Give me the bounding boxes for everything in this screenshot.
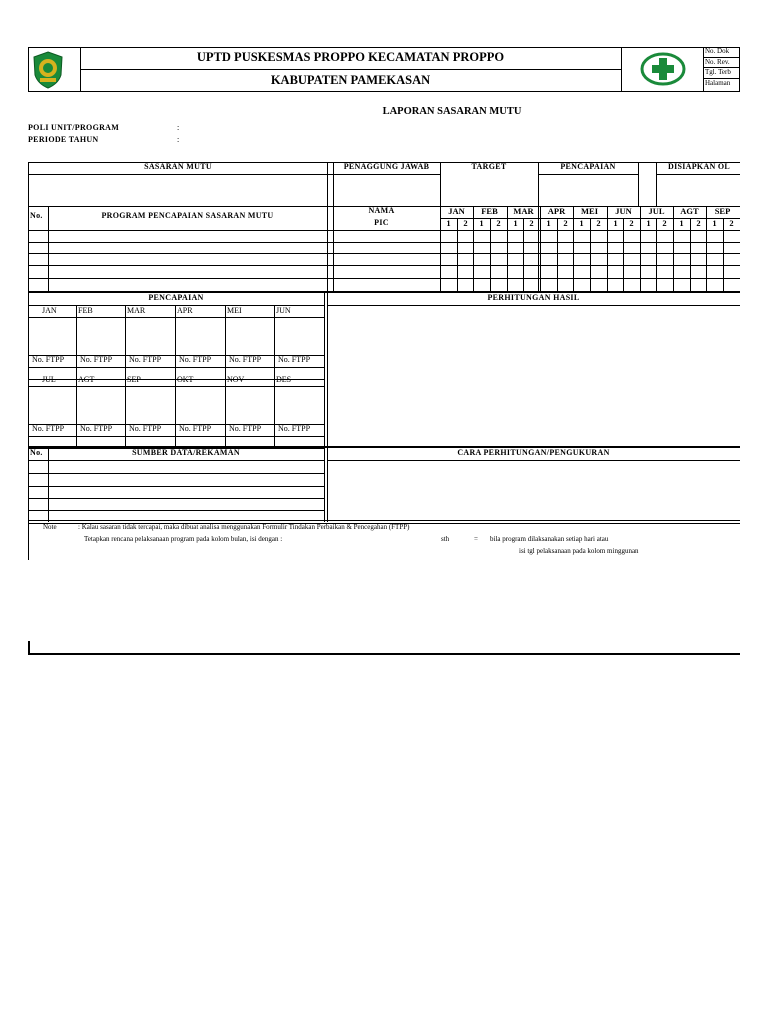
week-1-label: 1 (446, 218, 451, 228)
ftpp-col-line (28, 374, 29, 448)
week-col-line (590, 218, 591, 292)
grid-line (333, 162, 334, 292)
grid-line (656, 162, 657, 206)
month-label-sep: SEP (127, 375, 141, 384)
note-line1: : Kalau sasaran tidak tercapai, maka dibuat analisa menggunakan Formulir Tindakan Perbaikan & Pencegahan (FTPP) (78, 523, 410, 531)
table-row-line (28, 486, 324, 487)
week-col-line (457, 218, 458, 292)
meta-tgl-terb: Tgl. Terb (705, 68, 731, 76)
month-header-mar: MAR (513, 206, 534, 216)
header-divider (703, 47, 704, 92)
month-header-apr: APR (547, 206, 566, 216)
col-header-penanggung-jawab: PENAGGUNG JAWAB (343, 162, 430, 171)
ftpp-col-line (76, 374, 77, 448)
table-border (28, 520, 740, 521)
grid-line (28, 367, 324, 368)
week-col-line (623, 218, 624, 292)
week-1-label: 1 (613, 218, 618, 228)
ftpp-col-line (225, 374, 226, 448)
month-label-des: DES (276, 375, 292, 384)
table-border (28, 162, 29, 292)
ftpp-col-line (125, 305, 126, 379)
table-row-line (28, 510, 324, 511)
col-header-disiapkan: DISIAPKAN OL (668, 162, 731, 171)
ftpp-col-line (175, 305, 176, 379)
table-row-line (28, 242, 740, 243)
ftpp-label-feb: No. FTPP (80, 355, 113, 364)
week-2-label: 2 (496, 218, 501, 228)
month-label-feb: FEB (78, 306, 93, 315)
ftpp-col-line (175, 374, 176, 448)
week-2-label: 2 (629, 218, 634, 228)
col-header-nama: NAMA (368, 206, 395, 215)
col-header-pic: PIC (374, 218, 389, 227)
week-col-line (723, 218, 724, 292)
table-border (28, 291, 740, 293)
ftpp-label-mei: No. FTPP (229, 355, 262, 364)
month-label-mar: MAR (127, 306, 146, 315)
header-divider (80, 69, 621, 70)
month-header-jun: JUN (615, 206, 632, 216)
grid-line (28, 230, 740, 231)
meta-no-rev: No. Rev. (705, 58, 730, 66)
month-label-jul: JUL (42, 375, 56, 384)
table-border (327, 293, 328, 448)
meta-no-dok: No. Dok (705, 47, 730, 55)
note-line3: isi tgl pelaksanaan pada kolom minggunan (519, 547, 639, 555)
ftpp-col-line (76, 305, 77, 379)
week-2-label: 2 (529, 218, 534, 228)
field-label-periode: PERIODE TAHUN (28, 135, 99, 144)
grid-line (28, 460, 324, 461)
ftpp-col-line (28, 305, 29, 379)
month-label-jan: JAN (42, 306, 57, 315)
week-col-line (656, 218, 657, 292)
week-col-line (690, 218, 691, 292)
field-label-poli: POLI UNIT/PROGRAM (28, 123, 120, 132)
ftpp-label-agt: No. FTPP (80, 424, 113, 433)
month-header-agt: AGT (680, 206, 699, 216)
regency-emblem-icon (31, 51, 65, 89)
perhitungan-hasil-title: PERHITUNGAN HASIL (487, 293, 580, 302)
grid-line (638, 162, 639, 206)
header-divider (621, 47, 622, 92)
ftpp-col-line (125, 374, 126, 448)
week-1-label: 1 (579, 218, 584, 228)
ftpp-label-mar: No. FTPP (129, 355, 162, 364)
ftpp-label-sep: No. FTPP (129, 424, 162, 433)
week-2-label: 2 (596, 218, 601, 228)
month-label-nov: NOV (227, 375, 245, 384)
meta-halaman: Halaman (705, 79, 731, 87)
note-line2b: bila program dilaksanakan setiap hari atau (490, 535, 609, 543)
ftpp-label-jun: No. FTPP (278, 355, 311, 364)
grid-line (28, 386, 324, 387)
table-row-line (28, 265, 740, 266)
ftpp-col-line (274, 374, 275, 448)
week-col-line (490, 218, 491, 292)
header-title-line1: UPTD PUSKESMAS PROPPO KECAMATAN PROPPO (196, 50, 505, 64)
note-line2: Tetapkan rencana pelaksanaan program pada kolom bulan, isi dengan : (84, 535, 283, 543)
month-header-jul: JUL (648, 206, 665, 216)
field-value-periode[interactable]: : (177, 135, 180, 144)
table-row-line (28, 278, 740, 279)
grid-line (28, 317, 324, 318)
ftpp-label-des: No. FTPP (278, 424, 311, 433)
grid-line (28, 436, 324, 437)
col-header-sasaran-mutu: SASARAN MUTU (144, 162, 212, 171)
table-row-line (28, 253, 740, 254)
week-2-label: 2 (563, 218, 568, 228)
ftpp-label-nov: No. FTPP (229, 424, 262, 433)
month-label-jun: JUN (276, 306, 291, 315)
puskesmas-logo-icon (640, 52, 686, 86)
grid-line (327, 305, 740, 306)
sumber-data-title: SUMBER DATA/REKAMAN (132, 448, 240, 457)
week-col-line (523, 218, 524, 292)
grid-line (327, 460, 740, 461)
note-label: Note (43, 523, 57, 531)
ftpp-col-line (225, 305, 226, 379)
note-eq: = (474, 535, 478, 543)
cara-perhitungan-title: CARA PERHITUNGAN/PENGUKURAN (457, 448, 610, 457)
col-header-target: TARGET (471, 162, 507, 171)
bottom-bracket (28, 653, 740, 655)
week-1-label: 1 (546, 218, 551, 228)
week-1-label: 1 (679, 218, 684, 228)
ftpp-label-okt: No. FTPP (179, 424, 212, 433)
note-code: sth (441, 535, 450, 543)
col-header-program: PROGRAM PENCAPAIAN SASARAN MUTU (101, 211, 274, 220)
week-1-label: 1 (712, 218, 717, 228)
table-border (324, 448, 325, 522)
month-header-jan: JAN (448, 206, 465, 216)
week-2-label: 2 (729, 218, 734, 228)
header-title-line2: KABUPATEN PAMEKASAN (270, 73, 431, 87)
week-1-label: 1 (513, 218, 518, 228)
week-2-label: 2 (662, 218, 667, 228)
grid-line (327, 162, 328, 292)
ftpp-label-jan: No. FTPP (32, 355, 65, 364)
week-2-label: 2 (696, 218, 701, 228)
table-row-line (28, 473, 324, 474)
pencapaian-title: PENCAPAIAN (148, 293, 204, 302)
week-col-line (557, 218, 558, 292)
week-1-label: 1 (646, 218, 651, 228)
sumber-col-no: No. (30, 448, 43, 457)
grid-line (538, 174, 638, 175)
month-label-apr: APR (177, 306, 193, 315)
col-header-no: No. (30, 211, 43, 220)
ftpp-label-jul: No. FTPP (32, 424, 65, 433)
ftpp-col-line (274, 305, 275, 379)
grid-line (656, 174, 740, 175)
month-header-mei: MEI (581, 206, 598, 216)
notes-left-border (28, 520, 29, 560)
report-title: LAPORAN SASARAN MUTU (382, 106, 522, 117)
month-header-sep: SEP (714, 206, 731, 216)
month-label-agt: AGT (78, 375, 95, 384)
week-1-label: 1 (479, 218, 484, 228)
month-label-mei: MEI (227, 306, 242, 315)
table-row-line (28, 498, 324, 499)
grid-line (28, 174, 440, 175)
month-header-feb: FEB (481, 206, 498, 216)
ftpp-label-apr: No. FTPP (179, 355, 212, 364)
table-border (324, 293, 325, 448)
col-header-pencapaian: PENCAPAIAN (560, 162, 616, 171)
field-value-poli[interactable]: : (177, 123, 180, 132)
month-label-okt: OKT (177, 375, 194, 384)
week-2-label: 2 (463, 218, 468, 228)
